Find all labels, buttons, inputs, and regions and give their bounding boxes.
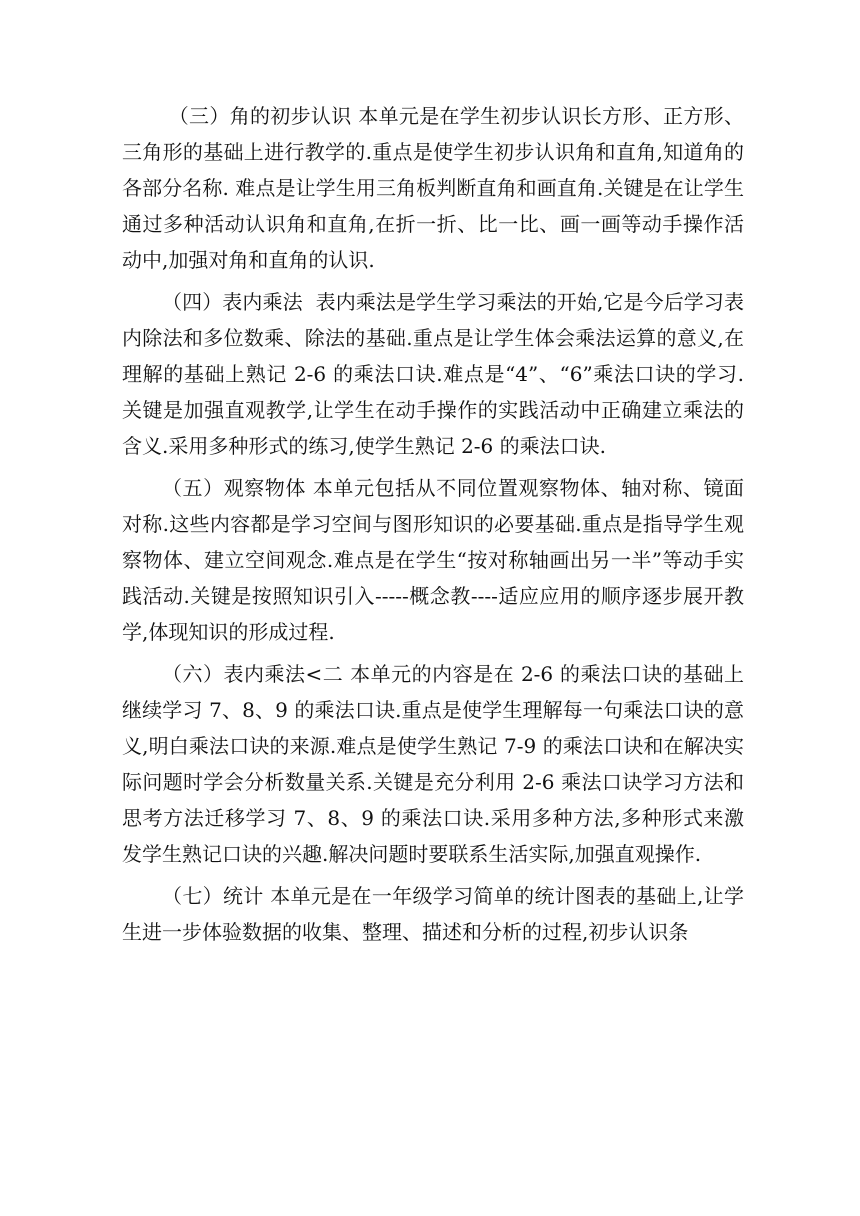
paragraph-multiplication-unit: （四）表内乘法 表内乘法是学生学习乘法的开始,它是今后学习表内除法和多位数乘、除法的基础.重点是让学生体会乘法运算的意义,在理解的基础上熟记 2-6 的乘法口诀.难点是“4”、“6”乘法口诀的学习.关键是加强直观教学,让学生在动手操作的实践活动中正确建立乘法的含义.采用多种形式的练习,使学生熟记 2-6 的乘法口诀. bbox=[122, 290, 744, 458]
document-page bbox=[122, 98, 744, 956]
paragraph-angle-unit: （三）角的初步认识 本单元是在学生初步认识长方形、正方形、三角形的基础上进行教学的.重点是使学生初步认识角和直角,知道角的各部分名称. 难点是让学生用三角板判断直角和画直角.关键是在让学生通过多种活动认识角和直角,在折一折、比一比、画一画等动手操作活动中,加强对角和直角的认识. bbox=[122, 104, 745, 272]
paragraph-multiplication-unit-two: （六）表内乘法<二 本单元的内容是在 2-6 的乘法口诀的基础上继续学习 7、8、9 的乘法口诀.重点是使学生理解每一句乘法口诀的意义,明白乘法口诀的来源.难点是使学生熟记 7-9 的乘法口诀和在解决实际问题时学会分析数量关系.关键是充分利用 2-6 乘法口诀学习方法和思考方法迁移学习 7、8、9 的乘法口诀.采用多种方法,多种形式来激发学生熟记口诀的兴趣.解决问题时要联系生活实际,加强直观操作. bbox=[122, 662, 744, 866]
paragraph-observing-objects-unit: （五）观察物体 本单元包括从不同位置观察物体、轴对称、镜面对称.这些内容都是学习空间与图形知识的必要基础.重点是指导学生观察物体、建立空间观念.难点是在学生“按对称轴画出另一半”等动手实践活动.关键是按照知识引入-----概念教----适应应用的顺序逐步展开教学,体现知识的形成过程. bbox=[122, 476, 744, 644]
paragraph-statistics-unit: （七）统计 本单元是在一年级学习简单的统计图表的基础上,让学生进一步体验数据的收集、整理、描述和分析的过程,初步认识条 bbox=[122, 884, 744, 944]
